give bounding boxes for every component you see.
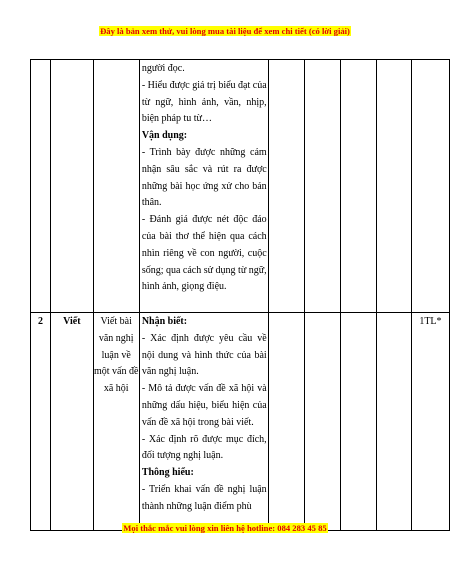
content-unit-cell: Viết bài văn nghị luận về một vấn đề xã hội — [93, 313, 139, 531]
description-line: - Mô tả được vấn đề xã hội và những dấu hiệu, biểu hiện của vấn đề xã hội trong bài viết. — [141, 383, 267, 428]
table-row — [31, 313, 450, 531]
description-heading: Thông hiểu: — [141, 467, 194, 479]
description-line: người đọc. — [141, 63, 185, 74]
level-recognition-cell — [268, 60, 305, 313]
hotline-banner — [0, 523, 450, 533]
total-cell — [411, 60, 449, 313]
description-line: - Hiểu được giá trị biểu đạt của từ ngữ, hình ảnh, vần, nhịp, biện pháp tu từ… — [141, 79, 267, 125]
level-recognition-cell — [268, 313, 305, 531]
requirement-description-cell — [139, 60, 268, 313]
level-comprehension-cell — [305, 313, 341, 531]
total-cell: 1TL* — [411, 313, 449, 531]
hotline-text: Mọi thắc mắc vui lòng xin liên hệ hotline: 084 283 45 85 — [123, 523, 327, 533]
table-row — [31, 60, 450, 313]
specification-matrix-table — [30, 59, 450, 531]
description-heading: Nhận biết: — [141, 316, 188, 327]
level-high-application-cell — [377, 313, 412, 531]
preview-notice-banner — [0, 26, 450, 36]
description-line: - Xác định được yêu cầu về nội dung và hình thức của bài văn nghị luận. — [141, 332, 267, 378]
content-unit-cell — [93, 60, 139, 313]
description-line: - Trình bày được những cảm nhận sâu sắc và rút ra được những bài học ứng xử cho bản thân. — [141, 146, 267, 209]
description-line: - Đánh giá được nét độc đáo của bài thơ thể hiện qua cách nhìn riêng về con người, cuộc sống; qua cách sử dụng từ ngữ, hình ảnh, giọng điệu. — [141, 214, 267, 293]
level-high-application-cell — [377, 60, 412, 313]
description-line: - Xác định rõ được mục đích, đối tượng nghị luận. — [141, 433, 267, 462]
level-application-cell — [341, 60, 377, 313]
skill-cell: Viết — [51, 313, 93, 531]
preview-notice-text: Đây là bản xem thử, vui lòng mua tài liệu để xem chi tiết (có lời giải) — [100, 26, 350, 36]
description-line: - Triển khai vấn đề nghị luận thành những luận điểm phù — [141, 483, 267, 512]
level-application-cell — [341, 313, 377, 531]
row-number-cell: 2 — [31, 313, 51, 531]
row-number-cell — [31, 60, 51, 313]
level-comprehension-cell — [305, 60, 341, 313]
requirement-description-cell — [139, 313, 268, 531]
skill-cell — [51, 60, 93, 313]
description-heading: Vận dụng: — [141, 130, 188, 142]
